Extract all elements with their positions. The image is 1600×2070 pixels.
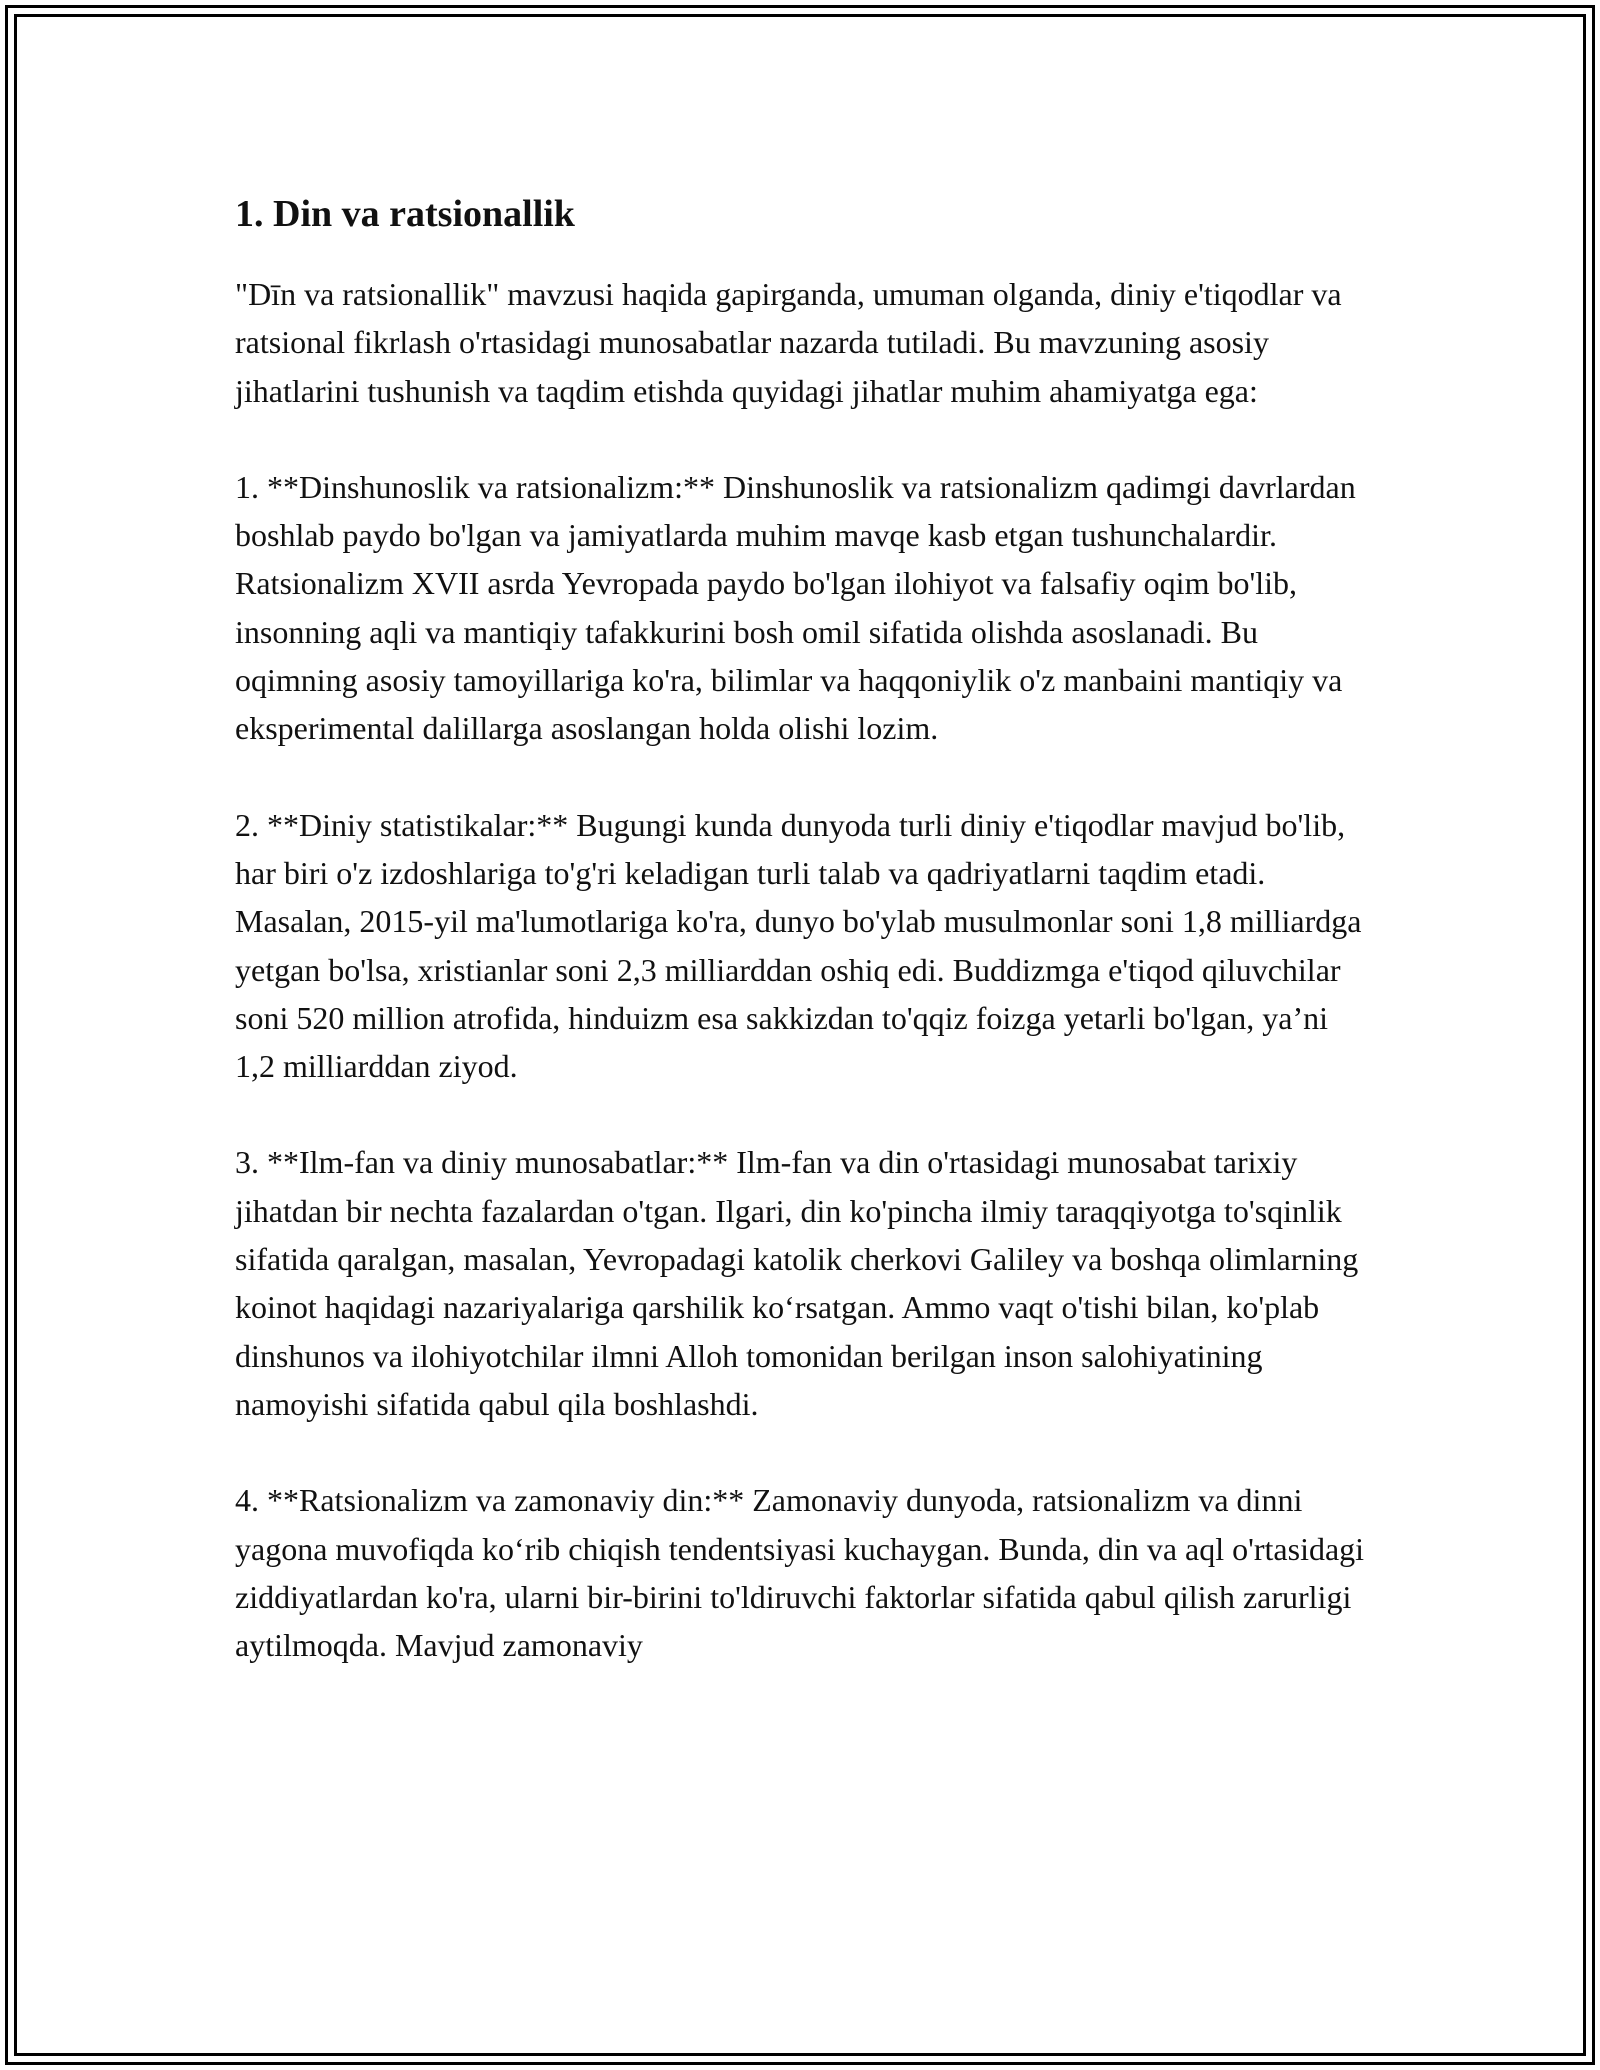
intro-paragraph: "Dīn va ratsionallik" mavzusi haqida gapirganda, umuman olganda, diniy e'tiqodlar va ratsional fikrlash o'rtasidagi munosabatlar nazarda tutiladi. Bu mavzuning asosiy jihatlarini tushunish va taqdim etishda quyidagi jihatlar muhim ahamiyatga ega: xyxy=(235,276,1342,409)
section-heading: 1. Din va ratsionallik xyxy=(235,193,575,235)
point-2-paragraph: 2. **Diniy statistikalar:** Bugungi kunda dunyoda turli diniy e'tiqodlar mavjud bo'lib, har biri o'z izdoshlariga to'g'ri keladigan turli talab va qadriyatlarni taqdim etadi. Masalan, 2015-yil ma'lumotlariga ko'ra, dunyo bo'ylab musulmonlar soni 1,8 milliardga yetgan bo'lsa, xristianlar soni 2,3 milliarddan oshiq edi. Buddizmga e'tiqod qiluvchilar soni 520 million atrofida, hinduizm esa sakkizdan to'qqiz foizga yetarli bo'lgan, ya’ni 1,2 milliarddan ziyod. xyxy=(235,806,1362,1085)
point-4-paragraph: 4. **Ratsionalizm va zamonaviy din:** Zamonaviy dunyoda, ratsionalizm va dinni yagona muvofiqda ko‘rib chiqish tendentsiyasi kuchaygan. Bunda, din va aql o'rtasidagi ziddiyatlardan ko'ra, ularni bir-birini to'ldiruvchi faktorlar sifatida qabul qilish zarurligi aytilmoqda. Mavjud zamonaviy xyxy=(235,1482,1365,1664)
point-3-paragraph: 3. **Ilm-fan va diniy munosabatlar:** Ilm-fan va din o'rtasidagi munosabat tarixiy jihatdan bir nechta fazalardan o'tgan. Ilgari, din ko'pincha ilmiy taraqqiyotga to'sqinlik sifatida qaralgan, masalan, Yevropadagi katolik cherkovi Galiley va boshqa olimlarning koinot haqidagi nazariyalariga qarshilik ko‘rsatgan. Ammo vaqt o'tishi bilan, ko'plab dinshunos va ilohiyotchilar ilmni Alloh tomonidan berilgan inson salohiyatining namoyishi sifatida qabul qila boshlashdi. xyxy=(235,1144,1359,1422)
point-1-paragraph: 1. **Dinshunoslik va ratsionalizm:** Dinshunoslik va ratsionalizm qadimgi davrlardan boshlab paydo bo'lgan va jamiyatlarda muhim mavqe kasb etgan tushunchalardir. Ratsionalizm XVII asrda Yevropada paydo bo'lgan ilohiyot va falsafiy oqim bo'lib, insonning aqli va mantiqiy tafakkurini bosh omil sifatida olishda asoslanadi. Bu oqimning asosiy tamoyillariga ko'ra, bilimlar va haqqoniylik o'z manbaini mantiqiy va eksperimental dalillarga asoslangan holda olishi lozim. xyxy=(235,468,1356,747)
document-body xyxy=(235,188,1375,1669)
